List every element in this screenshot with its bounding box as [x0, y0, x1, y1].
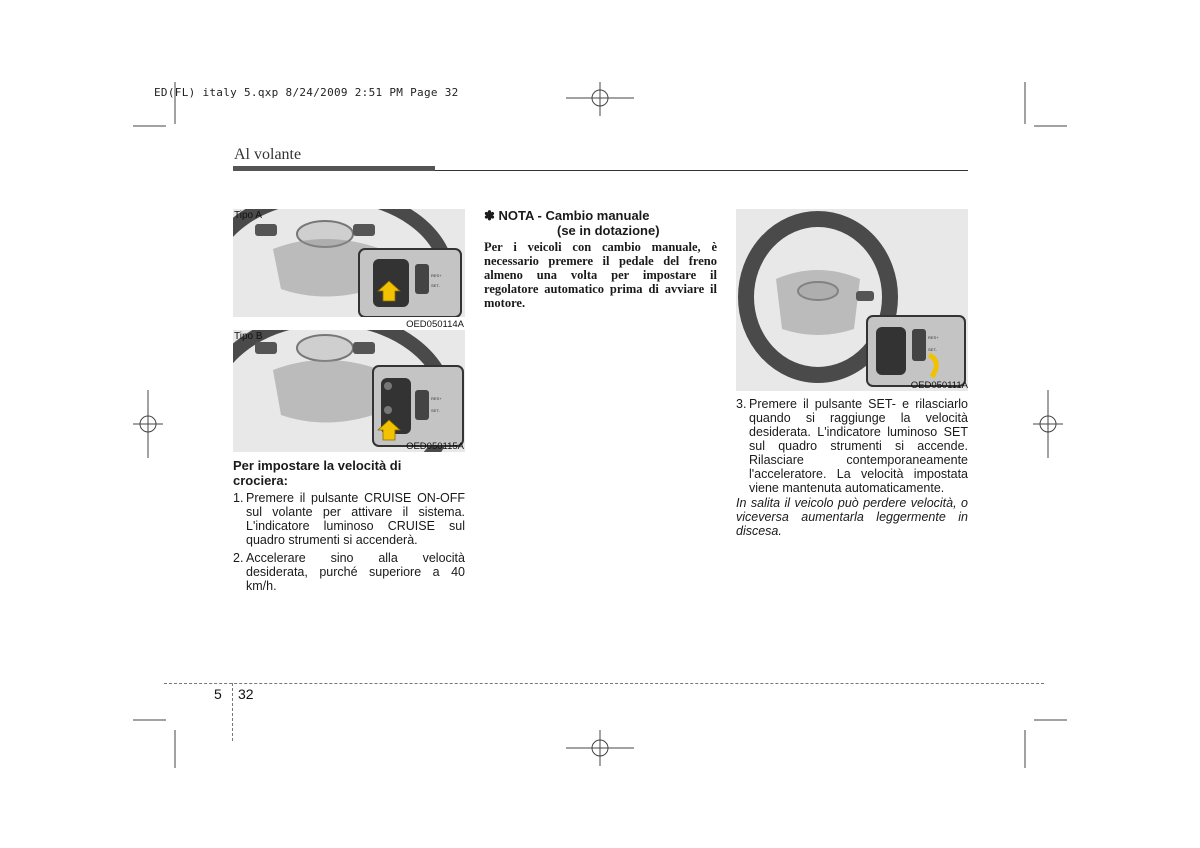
steering-wheel-illustration: [736, 209, 968, 391]
procedure-heading: Per impostare la velocità di crociera:: [233, 458, 402, 488]
nota-label: NOTA: [498, 208, 534, 223]
svg-text:RES+: RES+: [431, 396, 442, 401]
printer-slug: ED(FL) italy 5.qxp 8/24/2009 2:51 PM Page 32: [154, 86, 459, 99]
figure-steering-wheel-a: [233, 209, 465, 317]
registration-mark-top: [566, 82, 634, 116]
figure-steering-wheel-b: [233, 330, 465, 452]
header-rule-thin: [435, 170, 968, 171]
steering-wheel-illustration: [233, 330, 465, 452]
list-item-text: Accelerare sino alla velocità desiderata, purché superiore a 40 km/h.: [246, 551, 465, 593]
figure-b-code: OED050115A: [406, 441, 464, 452]
figure-a-tag: Tipo A: [234, 210, 262, 221]
nota-title: - Cambio manuale: [537, 208, 650, 223]
svg-text:SET-: SET-: [431, 408, 440, 413]
list-item-text: Premere il pulsante SET- e rilasciarlo quando si raggiunge la velocità desiderata. L'indicatore luminoso SET sul quadro strumenti si accende. Rilasciare contemporaneamente l'acceleratore. La velocità impostata viene mantenuta automaticamente.: [749, 397, 968, 495]
figure-a-code: OED050114A: [406, 319, 464, 330]
nota-body: Per i veicoli con cambio manuale, è necessario premere il pedale del freno almeno una volta per impostare il regolatore automatico prima di avviare il motore.: [484, 240, 717, 310]
svg-text:SET-: SET-: [928, 347, 937, 352]
list-item: [233, 491, 465, 547]
steering-wheel-illustration: [233, 209, 465, 317]
header-rule-thick: [233, 166, 435, 171]
list-item: [233, 551, 465, 593]
nota-title-line2: (se in dotazione): [557, 223, 660, 238]
footer-dashed-rule: [164, 683, 1044, 684]
list-item-number: 2.: [233, 551, 244, 565]
procedure-list-right: [736, 397, 968, 499]
svg-text:RES+: RES+: [431, 273, 442, 278]
procedure-list-left: [233, 491, 465, 597]
list-item-number: 1.: [233, 491, 244, 505]
list-item-text: Premere il pulsante CRUISE ON-OFF sul volante per attivare il sistema. L'indicatore luminoso CRUISE sul quadro strumenti si accenderà.: [246, 491, 465, 547]
svg-text:RES+: RES+: [928, 335, 939, 340]
figure-c-code: OED050111A: [910, 380, 968, 391]
nota-heading: [484, 208, 719, 223]
section-title: Al volante: [234, 146, 302, 163]
registration-mark-right: [1033, 390, 1063, 458]
list-item: [736, 397, 968, 495]
footer-dashed-divider: [232, 683, 233, 741]
page-number: 32: [238, 686, 254, 702]
note-star-icon: ✽: [484, 208, 495, 223]
chapter-number: 5: [214, 686, 222, 702]
registration-mark-left: [133, 390, 163, 458]
list-item-number: 3.: [736, 397, 747, 411]
figure-b-tag: Tipo B: [234, 331, 263, 342]
svg-text:SET-: SET-: [431, 283, 440, 288]
figure-steering-wheel-c: [736, 209, 968, 391]
registration-mark-bottom: [566, 730, 634, 766]
italic-note: In salita il veicolo può perdere velocità, o viceversa aumentarla leggermente in discesa.: [736, 496, 968, 538]
